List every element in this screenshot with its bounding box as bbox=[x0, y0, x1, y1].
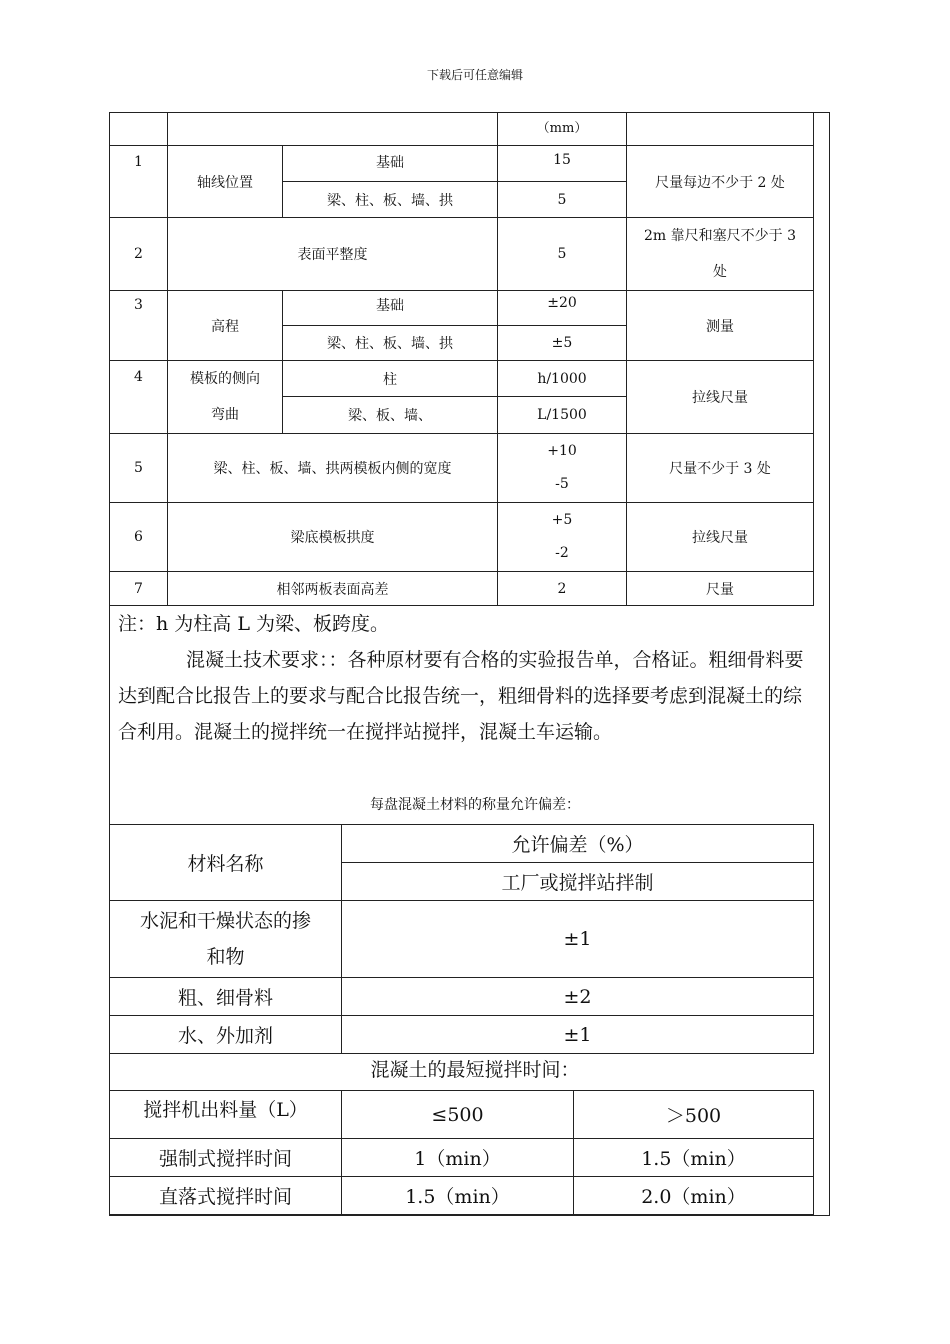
value-cell bbox=[498, 434, 627, 503]
page-header: 下载后可任意编辑 bbox=[426, 68, 523, 82]
method-cell bbox=[627, 218, 814, 291]
table-cell bbox=[627, 113, 814, 146]
item-cell: 表面平整度 bbox=[168, 218, 498, 291]
value-line: +5 bbox=[551, 512, 573, 528]
material-name: 水、外加剂 bbox=[110, 1016, 342, 1054]
method-cell: 尺量不少于 3 处 bbox=[627, 434, 814, 503]
table-cell: 1.5（min） bbox=[574, 1139, 814, 1177]
value-cell: ±5 bbox=[498, 326, 627, 361]
row-number: 6 bbox=[110, 503, 168, 572]
row-number: 1 bbox=[110, 146, 168, 218]
row-number: 2 bbox=[110, 218, 168, 291]
table-cell bbox=[110, 113, 168, 146]
unit-cell: （mm） bbox=[498, 113, 627, 146]
table-cell: 1（min） bbox=[342, 1139, 574, 1177]
item-cell bbox=[168, 361, 283, 434]
column-subheader: 工厂或搅拌站拌制 bbox=[342, 863, 814, 901]
method-cell: 尺量每边不少于 2 处 bbox=[627, 146, 814, 218]
item-line: 弯曲 bbox=[211, 407, 239, 423]
row-label: 强制式搅拌时间 bbox=[110, 1139, 342, 1177]
value-cell: L/1500 bbox=[498, 397, 627, 434]
part-cell: 梁、柱、板、墙、拱 bbox=[283, 326, 498, 361]
deviation-value: ±1 bbox=[342, 901, 814, 978]
value-cell: h/1000 bbox=[498, 361, 627, 397]
column-header: 材料名称 bbox=[110, 825, 342, 901]
row-number: 3 bbox=[110, 291, 168, 361]
row-number: 4 bbox=[110, 361, 168, 434]
deviation-value: ±2 bbox=[342, 978, 814, 1016]
column-header: ＞500 bbox=[574, 1091, 814, 1139]
value-cell bbox=[498, 503, 627, 572]
column-header: 允许偏差（%） bbox=[342, 825, 814, 863]
part-cell: 柱 bbox=[283, 361, 498, 397]
item-cell: 相邻两板表面高差 bbox=[168, 572, 498, 606]
concrete-requirements-paragraph: 混凝土技术要求：：各种原材要有合格的实验报告单，合格证。粗细骨料要达到配合比报告上的要求与配合比报告统一，粗细骨料的选择要考虑到混凝土的综合利用。混凝土的搅拌统一在搅拌站搅拌，混凝土车运输。 bbox=[118, 649, 804, 743]
note-text: 注：h 为柱高 L 为梁、板跨度。 bbox=[118, 613, 389, 635]
method-cell: 测量 bbox=[627, 291, 814, 361]
name-line: 水泥和干燥状态的掺 bbox=[139, 910, 311, 932]
column-header: 搅拌机出料量（L） bbox=[110, 1091, 342, 1139]
value-cell: 15 bbox=[498, 146, 627, 182]
method-line: 处 bbox=[713, 264, 727, 280]
formwork-tolerance-table bbox=[109, 112, 814, 606]
part-cell: 梁、柱、板、墙、拱 bbox=[283, 182, 498, 218]
column-header: ≤500 bbox=[342, 1091, 574, 1139]
value-line: -2 bbox=[555, 545, 569, 561]
method-cell: 拉线尺量 bbox=[627, 503, 814, 572]
item-cell: 高程 bbox=[168, 291, 283, 361]
deviation-value: ±1 bbox=[342, 1016, 814, 1054]
value-line: -5 bbox=[555, 476, 569, 492]
row-label: 直落式搅拌时间 bbox=[110, 1177, 342, 1215]
material-name: 粗、细骨料 bbox=[110, 978, 342, 1016]
material-name bbox=[110, 901, 342, 978]
method-cell: 尺量 bbox=[627, 572, 814, 606]
material-table-caption: 每盘混凝土材料的称量允许偏差： bbox=[370, 797, 580, 813]
table-cell: 2.0（min） bbox=[574, 1177, 814, 1215]
value-cell: 2 bbox=[498, 572, 627, 606]
mixing-time-table bbox=[109, 1090, 814, 1215]
item-cell: 梁底模板拱度 bbox=[168, 503, 498, 572]
row-number: 7 bbox=[110, 572, 168, 606]
part-cell: 基础 bbox=[283, 146, 498, 182]
method-cell: 拉线尺量 bbox=[627, 361, 814, 434]
row-number: 5 bbox=[110, 434, 168, 503]
mix-time-caption: 混凝土的最短搅拌时间： bbox=[370, 1059, 580, 1081]
method-line: 2m 靠尺和塞尺不少于 3 bbox=[644, 228, 796, 244]
material-deviation-table bbox=[109, 824, 814, 1054]
part-cell: 基础 bbox=[283, 291, 498, 326]
notes-section bbox=[118, 606, 820, 750]
value-cell: 5 bbox=[498, 218, 627, 291]
item-cell: 轴线位置 bbox=[168, 146, 283, 218]
value-cell: ±20 bbox=[498, 291, 627, 326]
part-cell: 梁、板、墙、 bbox=[283, 397, 498, 434]
item-cell: 梁、柱、板、墙、拱两模板内侧的宽度 bbox=[168, 434, 498, 503]
value-cell: 5 bbox=[498, 182, 627, 218]
table-cell bbox=[168, 113, 498, 146]
table-cell: 1.5（min） bbox=[342, 1177, 574, 1215]
name-line: 和物 bbox=[206, 946, 245, 968]
value-line: +10 bbox=[547, 443, 577, 459]
item-line: 模板的侧向 bbox=[190, 371, 260, 387]
